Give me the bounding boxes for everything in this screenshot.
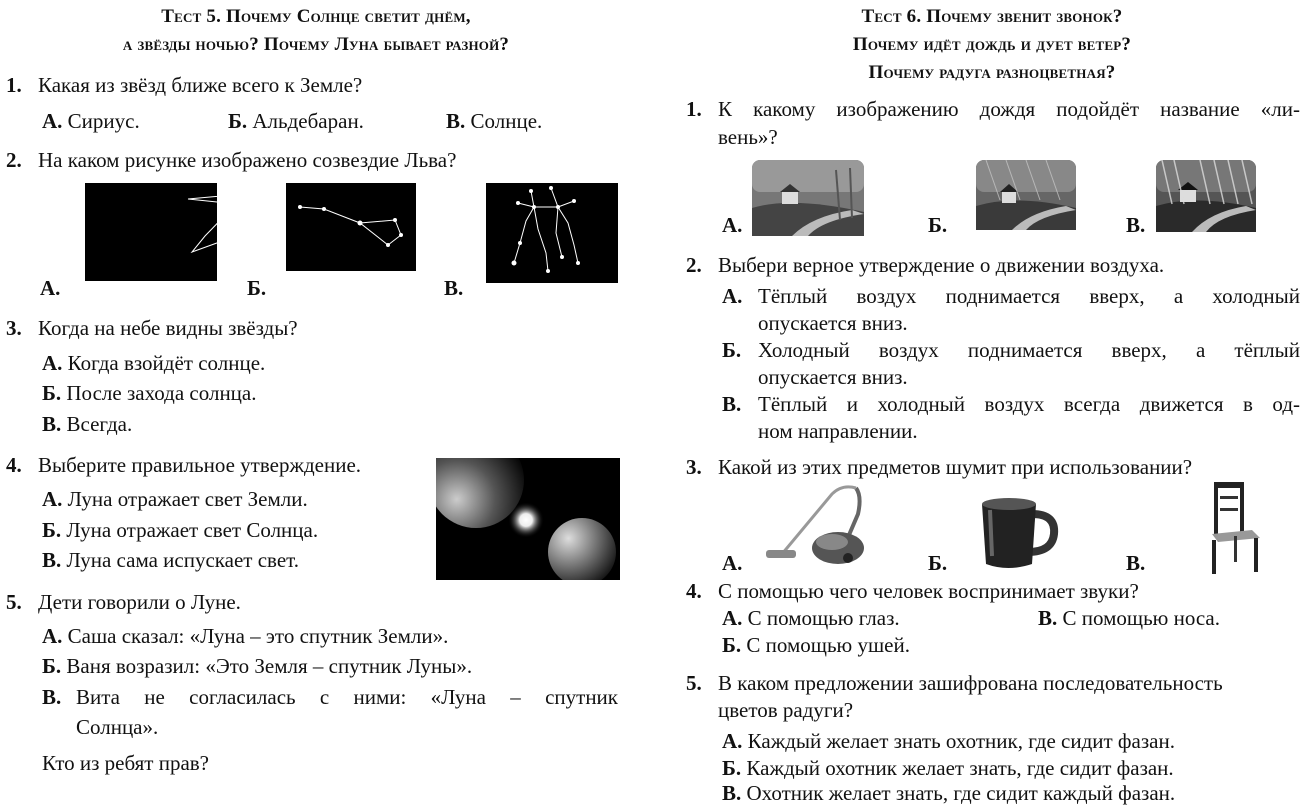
q5-4-option-a-letter: А. [42, 487, 63, 511]
q6-5-option-a-text: Каждый желает знать охотник, где сидит фазан. [747, 729, 1175, 753]
constellation-a-lines [188, 194, 217, 252]
test6-title-line2: Почему идёт дождь и дует ветер? [852, 34, 1132, 55]
q5-2-text: На каком рисунке изображено созвездие Льва? [38, 148, 457, 172]
q6-5-option-c-letter: В. [722, 781, 742, 805]
rain-image-a[interactable] [752, 160, 864, 236]
chair-image[interactable] [1204, 480, 1264, 576]
q6-5-text2: цветов радуги? [718, 698, 854, 722]
q6-4-option-a-text: С помощью глаз. [747, 606, 900, 630]
constellation-image-b[interactable] [286, 183, 416, 271]
q6-4-option-b-text: С помощью ушей. [746, 633, 910, 657]
q5-1-option-c[interactable] [446, 108, 542, 135]
q5-5-footer: Кто из ребят прав? [42, 751, 210, 775]
q6-2-number: 2. [686, 253, 702, 277]
q6-2-option-b-text1[interactable]: Холодный воздух поднимается вверх, а тёплый [758, 338, 1300, 362]
vacuum-cleaner-image[interactable] [762, 484, 866, 570]
q6-4-option-c-text: С помощью носа. [1062, 606, 1220, 630]
q6-2-option-c-text1[interactable]: Тёплый и холодный воздух всегда движется в од- [758, 392, 1300, 416]
q5-1-option-a-letter: А. [42, 109, 63, 133]
q5-1-text: Какая из звёзд ближе всего к Земле? [38, 73, 363, 97]
q6-4-text: С помощью чего человек воспринимает звуки? [718, 579, 1139, 603]
moon-planet [548, 518, 616, 580]
test5-title-line2: а звёзды ночью? Почему Луна бывает разной? [122, 34, 510, 55]
q6-3-label-c: В. [1126, 551, 1146, 575]
q6-4-option-b[interactable] [722, 632, 910, 659]
q6-1-text1: К какому изображению дождя подойдёт название «ли- [718, 97, 1300, 121]
q6-4-option-b-letter: Б. [722, 633, 742, 657]
q5-4-option-c-text: Луна сама испускает свет. [66, 548, 300, 572]
q5-5-option-c-letter: В. [42, 685, 62, 709]
q5-5-text: Дети говорили о Луне. [38, 590, 241, 614]
test6-title-line1: Тест 6. Почему звенит звонок? [861, 6, 1123, 27]
q5-1-number: 1. [6, 73, 22, 97]
q5-4-option-c-letter: В. [42, 548, 62, 572]
q6-5-option-a[interactable] [722, 728, 1175, 755]
q5-5-option-b[interactable] [42, 653, 472, 680]
sun-glow [508, 502, 544, 538]
q6-5-option-b[interactable] [722, 755, 1174, 782]
q5-1-option-b-text: Альдебаран. [252, 109, 364, 133]
q6-4-number: 4. [686, 579, 702, 603]
q6-2-option-b-text2: опускается вниз. [758, 365, 908, 389]
q5-3-option-b-letter: Б. [42, 381, 62, 405]
q6-4-option-c-letter: В. [1038, 606, 1058, 630]
q6-2-option-a-letter: А. [722, 284, 743, 308]
q5-4-text: Выберите правильное утверждение. [38, 453, 362, 477]
q6-3-label-a: А. [722, 551, 743, 575]
q6-5-option-b-letter: Б. [722, 756, 742, 780]
q6-2-option-a-text1[interactable]: Тёплый воздух поднимается вверх, а холодный [758, 284, 1300, 308]
q5-4-option-c[interactable] [42, 547, 299, 574]
q6-2-option-b-letter: Б. [722, 338, 742, 362]
q5-3-option-a[interactable] [42, 350, 265, 377]
constellation-image-a[interactable] [85, 183, 217, 281]
rain-image-b[interactable] [976, 160, 1076, 230]
q5-3-option-a-letter: А. [42, 351, 63, 375]
q5-5-option-a-text: Саша сказал: «Луна – это спутник Земли». [67, 624, 449, 648]
q6-1-text2: вень»? [718, 125, 778, 149]
constellation-image-c[interactable] [486, 183, 618, 283]
q6-5-option-a-letter: А. [722, 729, 743, 753]
q5-5-option-c-text2: Солнца». [76, 715, 159, 739]
q5-2-number: 2. [6, 148, 22, 172]
q6-5-text1: В каком предложении зашифрована последовательность [718, 671, 1223, 695]
q6-3-text: Какой из этих предметов шумит при использовании? [718, 455, 1193, 479]
q5-2-label-c: В. [444, 276, 464, 300]
q5-3-option-a-text: Когда взойдёт солнце. [67, 351, 266, 375]
q6-2-option-a-text2: опускается вниз. [758, 311, 908, 335]
q5-4-option-b[interactable] [42, 517, 318, 544]
q6-2-text: Выбери верное утверждение о движении воздуха. [718, 253, 1165, 277]
q5-3-option-b-text: После захода солнца. [66, 381, 257, 405]
mug-image[interactable] [972, 496, 1062, 570]
q6-5-option-b-text: Каждый охотник желает знать, где сидит фазан. [746, 756, 1174, 780]
q5-5-option-a-letter: А. [42, 624, 63, 648]
q5-2-label-a: А. [40, 276, 61, 300]
q5-4-option-a[interactable] [42, 486, 308, 513]
q5-4-option-b-text: Луна отражает свет Солнца. [66, 518, 319, 542]
q6-4-option-c[interactable] [1038, 605, 1220, 632]
q5-5-number: 5. [6, 590, 22, 614]
q5-5-option-a[interactable] [42, 623, 448, 650]
q5-1-option-c-letter: В. [446, 109, 466, 133]
q6-1-label-a: А. [722, 213, 743, 237]
q6-4-option-a[interactable] [722, 605, 900, 632]
test6-title-line3: Почему радуга разноцветная? [868, 62, 1116, 83]
q6-5-option-c-text: Охотник желает знать, где сидит каждый фазан. [746, 781, 1176, 805]
q6-2-option-c-text2: ном направлении. [758, 419, 918, 443]
q5-5-option-b-letter: Б. [42, 654, 62, 678]
q6-1-number: 1. [686, 97, 702, 121]
q6-2-option-c-letter: В. [722, 392, 742, 416]
q5-3-option-c-text: Всегда. [66, 412, 133, 436]
q6-3-label-b: Б. [928, 551, 948, 575]
test5-title-line1: Тест 5. Почему Солнце светит днём, [161, 6, 471, 27]
q5-1-option-a[interactable] [42, 108, 140, 135]
q5-3-option-c-letter: В. [42, 412, 62, 436]
q5-3-option-c[interactable] [42, 411, 132, 438]
q6-3-number: 3. [686, 455, 702, 479]
q5-1-option-c-text: Солнце. [470, 109, 543, 133]
q5-1-option-a-text: Сириус. [67, 109, 140, 133]
q5-5-option-b-text: Ваня возразил: «Это Земля – спутник Луны». [66, 654, 473, 678]
rain-image-c[interactable] [1156, 160, 1256, 232]
q5-3-text: Когда на небе видны звёзды? [38, 316, 298, 340]
q5-5-option-c-text1[interactable]: Вита не согласилась с ними: «Луна – спутник [76, 685, 618, 709]
q5-4-option-a-text: Луна отражает свет Земли. [67, 487, 308, 511]
earth-sun-moon-image[interactable] [436, 458, 620, 580]
q5-1-option-b-letter: Б. [228, 109, 248, 133]
q6-5-option-c[interactable] [722, 780, 1175, 807]
q6-4-option-a-letter: А. [722, 606, 743, 630]
q5-2-label-b: Б. [247, 276, 267, 300]
q5-4-number: 4. [6, 453, 22, 477]
q5-3-number: 3. [6, 316, 22, 340]
q6-5-number: 5. [686, 671, 702, 695]
q6-1-label-c: В. [1126, 213, 1146, 237]
q5-3-option-b[interactable] [42, 380, 257, 407]
q6-1-label-b: Б. [928, 213, 948, 237]
q5-1-option-b[interactable] [228, 108, 364, 135]
q5-4-option-b-letter: Б. [42, 518, 62, 542]
